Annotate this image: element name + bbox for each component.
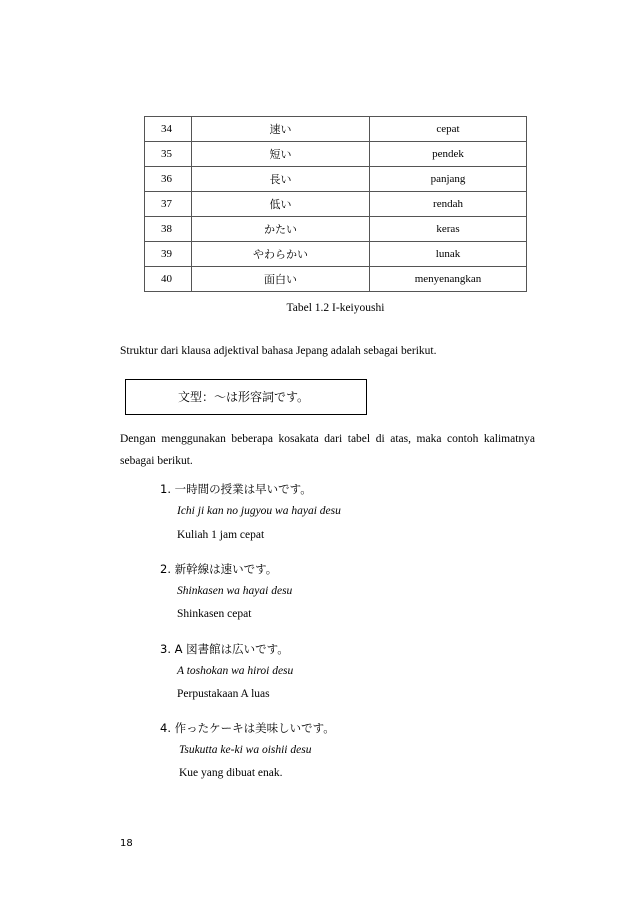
japanese-word: 速い <box>192 117 370 142</box>
row-number: 37 <box>145 192 192 217</box>
sentence-pattern-box <box>125 379 367 415</box>
indonesian-meaning: menyenangkan <box>370 267 527 292</box>
row-number: 34 <box>145 117 192 142</box>
row-number: 38 <box>145 217 192 242</box>
table-row <box>145 217 527 242</box>
table-row <box>145 117 527 142</box>
vocabulary-table <box>144 116 527 292</box>
japanese-word: かたい <box>192 217 370 242</box>
indonesian-meaning: cepat <box>370 117 527 142</box>
table-row <box>145 192 527 217</box>
table-row <box>145 267 527 292</box>
indonesian-meaning: keras <box>370 217 527 242</box>
table-caption: Tabel 1.2 I-keiyoushi <box>286 302 385 314</box>
japanese-word: やわらかい <box>192 242 370 267</box>
example-2-japanese: 2. 新幹線は速いです。 <box>160 562 278 576</box>
example-4-translation: Kue yang dibuat enak. <box>179 767 283 779</box>
japanese-word: 短い <box>192 142 370 167</box>
row-number: 39 <box>145 242 192 267</box>
example-3-japanese: 3. A 図書館は広いです。 <box>160 642 289 656</box>
example-2-romaji: Shinkasen wa hayai desu <box>177 585 293 597</box>
example-1-translation: Kuliah 1 jam cepat <box>177 529 265 541</box>
japanese-word: 低い <box>192 192 370 217</box>
intro-paragraph: Struktur dari klausa adjektival bahasa Jepang adalah sebagai berikut. <box>120 345 437 357</box>
example-3-translation: Perpustakaan A luas <box>177 688 270 700</box>
indonesian-meaning: panjang <box>370 167 527 192</box>
japanese-word: 長い <box>192 167 370 192</box>
table-row <box>145 142 527 167</box>
page-number: 18 <box>120 838 133 849</box>
table-row <box>145 242 527 267</box>
row-number: 36 <box>145 167 192 192</box>
lead-paragraph: Dengan menggunakan beberapa kosakata dari tabel di atas, maka contoh kalimatnya sebagai berikut. <box>120 433 535 467</box>
example-4-romaji: Tsukutta ke-ki wa oishii desu <box>179 744 312 756</box>
indonesian-meaning: pendek <box>370 142 527 167</box>
indonesian-meaning: rendah <box>370 192 527 217</box>
example-1-japanese: 1. 一時間の授業は早いです。 <box>160 482 312 496</box>
table-row <box>145 167 527 192</box>
row-number: 40 <box>145 267 192 292</box>
sentence-pattern: 文型：～は形容詞です。 <box>178 390 310 404</box>
example-4-japanese: 4. 作ったケーキは美味しいです。 <box>160 721 335 735</box>
example-2-translation: Shinkasen cepat <box>177 608 252 620</box>
indonesian-meaning: lunak <box>370 242 527 267</box>
example-1-romaji: Ichi ji kan no jugyou wa hayai desu <box>177 505 341 517</box>
row-number: 35 <box>145 142 192 167</box>
japanese-word: 面白い <box>192 267 370 292</box>
example-3-romaji: A toshokan wa hiroi desu <box>177 665 294 677</box>
